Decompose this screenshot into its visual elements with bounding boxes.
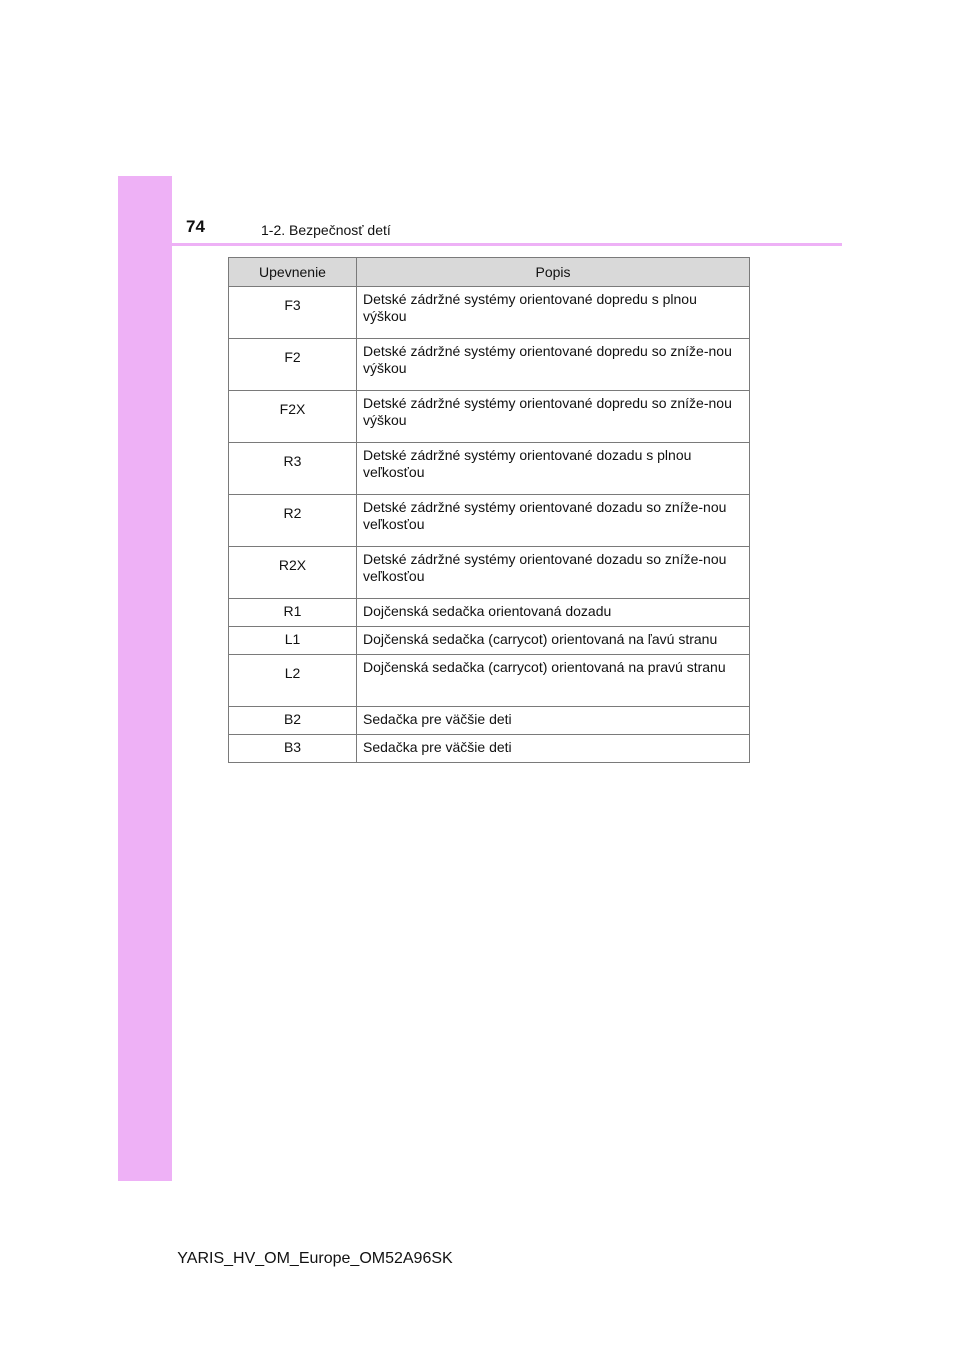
table-row: [229, 547, 750, 599]
table-row: [229, 287, 750, 339]
table-row: [229, 627, 750, 655]
table-row: [229, 599, 750, 627]
row-description: Detské zádržné systémy orientované dozadu s plnou veľkosťou: [357, 443, 750, 495]
row-description: Detské zádržné systémy orientované dopredu s plnou výškou: [357, 287, 750, 339]
row-description: Detské zádržné systémy orientované dozadu so zníže-nou veľkosťou: [357, 547, 750, 599]
row-code: F2: [229, 339, 357, 391]
row-code: F2X: [229, 391, 357, 443]
row-description: Dojčenská sedačka orientovaná dozadu: [357, 599, 750, 627]
row-code: R2: [229, 495, 357, 547]
header-divider: [118, 243, 842, 246]
row-description: Dojčenská sedačka (carrycot) orientovaná na ľavú stranu: [357, 627, 750, 655]
column-header-upevnenie: Upevnenie: [229, 258, 357, 287]
row-code: B2: [229, 707, 357, 735]
row-code: R2X: [229, 547, 357, 599]
section-title: 1-2. Bezpečnosť detí: [261, 222, 391, 238]
table-header-row: [229, 258, 750, 287]
anchorage-table: [228, 257, 750, 763]
row-code: L1: [229, 627, 357, 655]
column-header-popis: Popis: [357, 258, 750, 287]
row-description: Sedačka pre väčšie deti: [357, 707, 750, 735]
table-row: [229, 735, 750, 763]
row-code: B3: [229, 735, 357, 763]
page-number: 74: [186, 217, 205, 236]
row-description: Detské zádržné systémy orientované dopredu so zníže-nou výškou: [357, 339, 750, 391]
table-row: [229, 391, 750, 443]
row-description: Detské zádržné systémy orientované dozadu so zníže-nou veľkosťou: [357, 495, 750, 547]
table-row: [229, 655, 750, 707]
table-row: [229, 443, 750, 495]
table-row: [229, 495, 750, 547]
document-code: YARIS_HV_OM_Europe_OM52A96SK: [177, 1250, 453, 1267]
table-row: [229, 339, 750, 391]
row-code: R1: [229, 599, 357, 627]
row-description: Sedačka pre väčšie deti: [357, 735, 750, 763]
row-description: Dojčenská sedačka (carrycot) orientovaná na pravú stranu: [357, 655, 750, 707]
row-code: F3: [229, 287, 357, 339]
table-row: [229, 707, 750, 735]
row-code: R3: [229, 443, 357, 495]
side-color-band: [118, 176, 172, 1181]
row-description: Detské zádržné systémy orientované dopredu so zníže-nou výškou: [357, 391, 750, 443]
row-code: L2: [229, 655, 357, 707]
